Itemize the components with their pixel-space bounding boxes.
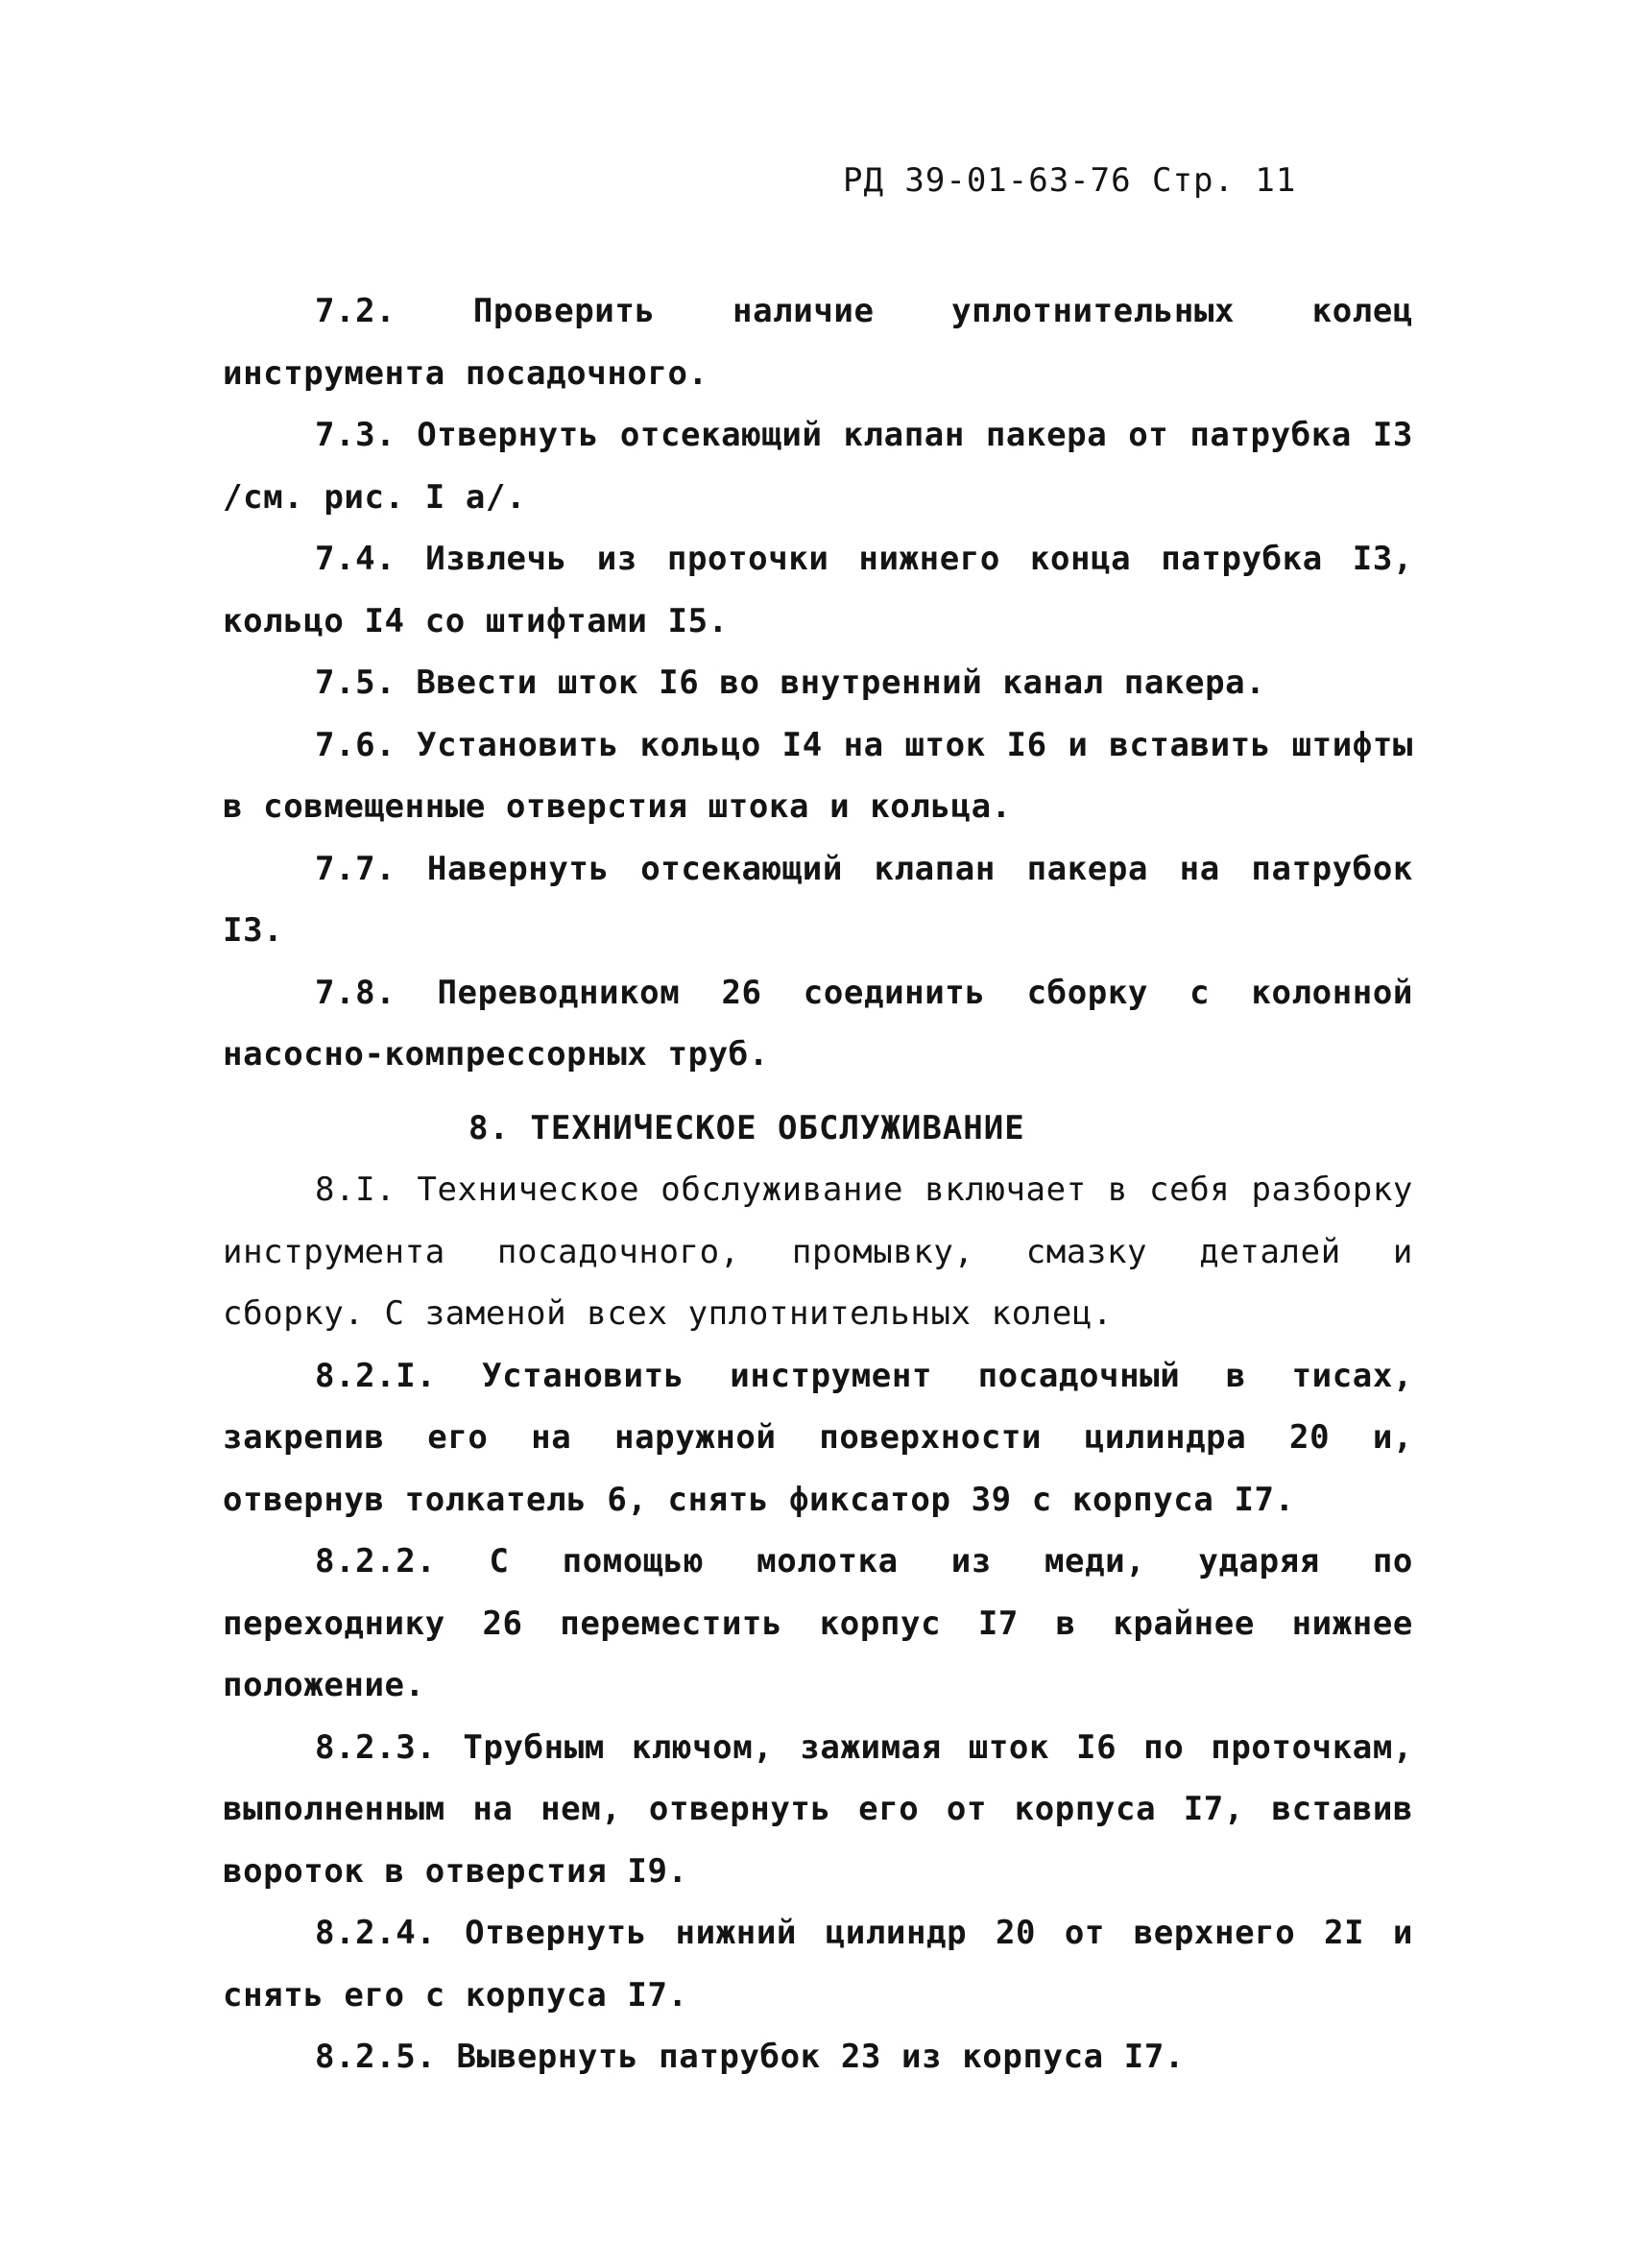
paragraph-7-6: 7.6. Установить кольцо I4 на шток I6 и вставить штифты в совмещенные отверстия штока и кольца. [223, 725, 1413, 826]
page-header: РД 39-01-63-76 Стр. 11 [843, 161, 1297, 200]
paragraph-8-2-4: 8.2.4. Отвернуть нижний цилиндр 20 от верхнего 2I и снять его с корпуса I7. [223, 1914, 1413, 2015]
section-8-title: 8. ТЕХНИЧЕСКОЕ ОБСЛУЖИВАНИЕ [468, 1108, 1025, 1147]
paragraph-7-5: 7.5. Ввести шток I6 во внутренний канал пакера. [315, 664, 1266, 702]
paragraph-8-1: 8.I. Техническое обслуживание включает в себя разборку инструмента посадочного, промывку, смазку деталей и сборку. С заменой всех уплотнительных колец. [223, 1170, 1413, 1333]
paragraph-8-2-1: 8.2.I. Установить инструмент посадочный в тисах, закрепив его на наружной поверхности цилиндра 20 и, отвернув толкатель 6, снять фиксатор 39 с корпуса I7. [223, 1356, 1413, 1519]
paragraph-7-3: 7.3. Отвернуть отсекающий клапан пакера от патрубка I3 /см. рис. I а/. [223, 416, 1413, 517]
paragraph-7-4: 7.4. Извлечь из проточки нижнего конца патрубка I3, кольцо I4 со штифтами I5. [223, 540, 1413, 640]
paragraph-8-2-2: 8.2.2. С помощью молотка из меди, ударяя по переходнику 26 переместить корпус I7 в крайнее нижнее положение. [223, 1542, 1413, 1704]
paragraph-7-2: 7.2. Проверить наличие уплотнительных колец инструмента посадочного. [223, 292, 1413, 393]
paragraph-8-2-5: 8.2.5. Вывернуть патрубок 23 из корпуса I7. [315, 2038, 1185, 2076]
document-body [223, 280, 1413, 2088]
paragraph-7-7: 7.7. Навернуть отсекающий клапан пакера на патрубок I3. [223, 849, 1413, 950]
paragraph-7-8: 7.8. Переводником 26 соединить сборку с колонной насосно-компрессорных труб. [223, 973, 1413, 1074]
paragraph-8-2-3: 8.2.3. Трубным ключом, зажимая шток I6 по проточкам, выполненным на нем, отвернуть его от корпуса I7, вставив вороток в отверстия I9. [223, 1727, 1413, 1891]
